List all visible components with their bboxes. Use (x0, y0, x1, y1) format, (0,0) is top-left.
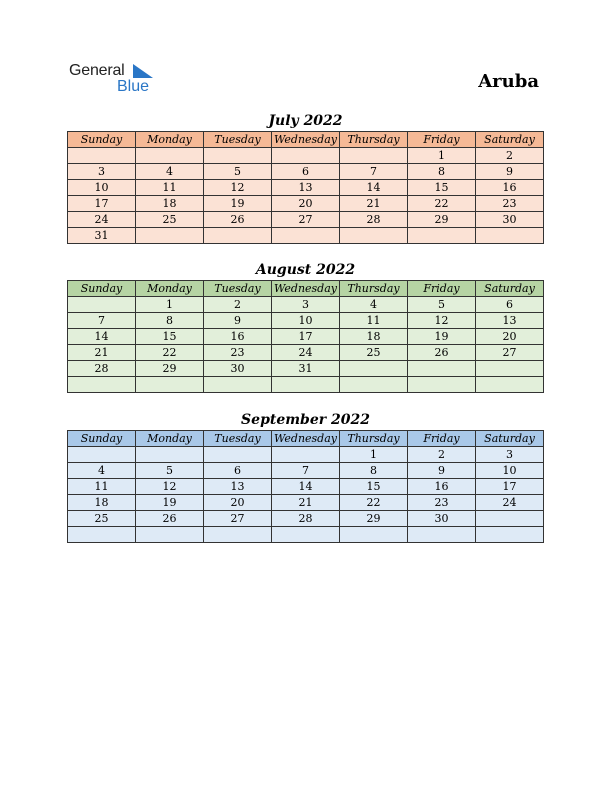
month-title: August 2022 (255, 262, 356, 278)
week-row (68, 495, 544, 511)
day-cell: 30 (408, 511, 476, 527)
day-cell: 15 (136, 329, 204, 345)
day-cell (136, 527, 204, 543)
day-cell (136, 148, 204, 164)
day-cell (272, 148, 340, 164)
country-title: Aruba (478, 71, 539, 92)
day-cell (340, 527, 408, 543)
day-cell (476, 511, 544, 527)
day-cell: 17 (272, 329, 340, 345)
day-cell: 25 (68, 511, 136, 527)
day-cell: 4 (68, 463, 136, 479)
day-cell: 23 (408, 495, 476, 511)
weekday-header: Sunday (68, 431, 136, 447)
day-cell: 11 (136, 180, 204, 196)
week-row (68, 361, 544, 377)
month-title: July 2022 (268, 113, 343, 129)
day-cell: 11 (340, 313, 408, 329)
day-cell (204, 228, 272, 244)
month-september (67, 410, 544, 543)
day-cell: 29 (408, 212, 476, 228)
week-row (68, 313, 544, 329)
day-cell (272, 377, 340, 393)
day-cell: 3 (476, 447, 544, 463)
day-cell: 22 (340, 495, 408, 511)
weekday-header: Sunday (68, 281, 136, 297)
day-cell: 27 (476, 345, 544, 361)
day-cell: 9 (408, 463, 476, 479)
week-row (68, 377, 544, 393)
day-cell: 17 (476, 479, 544, 495)
weekday-header: Saturday (476, 132, 544, 148)
week-row (68, 148, 544, 164)
week-row (68, 463, 544, 479)
day-cell: 7 (340, 164, 408, 180)
day-cell: 14 (340, 180, 408, 196)
day-cell (68, 527, 136, 543)
day-cell: 5 (136, 463, 204, 479)
weekday-header: Tuesday (204, 431, 272, 447)
weekday-header-row (68, 132, 544, 148)
day-cell (136, 228, 204, 244)
day-cell: 13 (204, 479, 272, 495)
week-row (68, 447, 544, 463)
day-cell (476, 527, 544, 543)
day-cell: 1 (408, 148, 476, 164)
day-cell: 2 (476, 148, 544, 164)
day-cell (272, 527, 340, 543)
day-cell (204, 447, 272, 463)
day-cell: 19 (136, 495, 204, 511)
week-row (68, 527, 544, 543)
day-cell: 20 (204, 495, 272, 511)
day-cell: 14 (68, 329, 136, 345)
day-cell: 16 (408, 479, 476, 495)
weekday-header: Wednesday (272, 132, 340, 148)
weekday-header: Tuesday (204, 281, 272, 297)
day-cell: 20 (272, 196, 340, 212)
day-cell (340, 228, 408, 244)
day-cell: 2 (204, 297, 272, 313)
weekday-header: Wednesday (272, 281, 340, 297)
logo (69, 62, 169, 96)
day-cell (272, 228, 340, 244)
weekday-header: Saturday (476, 431, 544, 447)
day-cell (204, 377, 272, 393)
day-cell: 24 (68, 212, 136, 228)
day-cell: 9 (204, 313, 272, 329)
day-cell (476, 377, 544, 393)
day-cell: 16 (476, 180, 544, 196)
day-cell: 4 (136, 164, 204, 180)
day-cell (340, 361, 408, 377)
day-cell (68, 447, 136, 463)
week-row (68, 164, 544, 180)
day-cell: 28 (272, 511, 340, 527)
day-cell: 8 (136, 313, 204, 329)
day-cell (408, 377, 476, 393)
day-cell (340, 377, 408, 393)
day-cell (68, 297, 136, 313)
weekday-header: Thursday (340, 132, 408, 148)
day-cell: 1 (340, 447, 408, 463)
weekday-header: Friday (408, 132, 476, 148)
day-cell: 4 (340, 297, 408, 313)
day-cell (408, 361, 476, 377)
day-cell: 25 (136, 212, 204, 228)
day-cell: 10 (476, 463, 544, 479)
day-cell (68, 377, 136, 393)
weekday-header: Monday (136, 431, 204, 447)
week-row (68, 196, 544, 212)
day-cell: 27 (272, 212, 340, 228)
day-cell: 12 (408, 313, 476, 329)
day-cell: 12 (136, 479, 204, 495)
weekday-header: Saturday (476, 281, 544, 297)
day-cell: 13 (272, 180, 340, 196)
weekday-header: Wednesday (272, 431, 340, 447)
day-cell: 28 (340, 212, 408, 228)
day-cell: 29 (136, 361, 204, 377)
month-july (67, 111, 544, 244)
day-cell: 16 (204, 329, 272, 345)
day-cell: 13 (476, 313, 544, 329)
calendar-table (67, 430, 544, 543)
calendar-table (67, 280, 544, 393)
day-cell: 5 (204, 164, 272, 180)
day-cell: 9 (476, 164, 544, 180)
day-cell: 24 (476, 495, 544, 511)
day-cell: 10 (68, 180, 136, 196)
day-cell: 8 (340, 463, 408, 479)
day-cell: 21 (272, 495, 340, 511)
day-cell: 19 (204, 196, 272, 212)
day-cell: 26 (204, 212, 272, 228)
logo-blue-text: Blue (117, 78, 150, 95)
day-cell: 1 (136, 297, 204, 313)
day-cell: 14 (272, 479, 340, 495)
day-cell (408, 527, 476, 543)
day-cell: 23 (476, 196, 544, 212)
day-cell: 26 (136, 511, 204, 527)
day-cell (136, 447, 204, 463)
weekday-header: Monday (136, 132, 204, 148)
day-cell: 26 (408, 345, 476, 361)
week-row (68, 297, 544, 313)
week-row (68, 511, 544, 527)
day-cell (476, 228, 544, 244)
day-cell: 21 (68, 345, 136, 361)
week-row (68, 479, 544, 495)
month-august (67, 260, 544, 393)
day-cell: 7 (68, 313, 136, 329)
calendar-table (67, 131, 544, 244)
day-cell: 19 (408, 329, 476, 345)
day-cell: 6 (476, 297, 544, 313)
weekday-header-row (68, 431, 544, 447)
weekday-header-row (68, 281, 544, 297)
day-cell: 21 (340, 196, 408, 212)
day-cell: 25 (340, 345, 408, 361)
day-cell: 22 (136, 345, 204, 361)
day-cell (272, 447, 340, 463)
weekday-header: Thursday (340, 281, 408, 297)
day-cell: 27 (204, 511, 272, 527)
day-cell: 7 (272, 463, 340, 479)
day-cell: 20 (476, 329, 544, 345)
day-cell: 22 (408, 196, 476, 212)
day-cell: 2 (408, 447, 476, 463)
day-cell (408, 228, 476, 244)
day-cell: 31 (272, 361, 340, 377)
day-cell (204, 148, 272, 164)
day-cell (136, 377, 204, 393)
day-cell: 31 (68, 228, 136, 244)
day-cell: 10 (272, 313, 340, 329)
day-cell: 6 (204, 463, 272, 479)
day-cell (68, 148, 136, 164)
logo-general-text: General (69, 62, 125, 79)
logo-triangle-icon (133, 64, 153, 78)
day-cell: 15 (340, 479, 408, 495)
day-cell: 24 (272, 345, 340, 361)
day-cell (340, 148, 408, 164)
day-cell: 3 (68, 164, 136, 180)
weekday-header: Monday (136, 281, 204, 297)
day-cell: 15 (408, 180, 476, 196)
week-row (68, 329, 544, 345)
weekday-header: Thursday (340, 431, 408, 447)
week-row (68, 345, 544, 361)
day-cell: 18 (340, 329, 408, 345)
day-cell: 5 (408, 297, 476, 313)
month-title: September 2022 (241, 412, 370, 428)
week-row (68, 180, 544, 196)
day-cell: 3 (272, 297, 340, 313)
weekday-header: Sunday (68, 132, 136, 148)
day-cell: 30 (204, 361, 272, 377)
day-cell: 23 (204, 345, 272, 361)
day-cell: 8 (408, 164, 476, 180)
day-cell: 18 (68, 495, 136, 511)
day-cell: 6 (272, 164, 340, 180)
day-cell: 18 (136, 196, 204, 212)
weekday-header: Tuesday (204, 132, 272, 148)
day-cell: 29 (340, 511, 408, 527)
weekday-header: Friday (408, 431, 476, 447)
day-cell (204, 527, 272, 543)
day-cell (476, 361, 544, 377)
week-row (68, 228, 544, 244)
week-row (68, 212, 544, 228)
day-cell: 30 (476, 212, 544, 228)
day-cell: 28 (68, 361, 136, 377)
day-cell: 12 (204, 180, 272, 196)
day-cell: 11 (68, 479, 136, 495)
day-cell: 17 (68, 196, 136, 212)
weekday-header: Friday (408, 281, 476, 297)
